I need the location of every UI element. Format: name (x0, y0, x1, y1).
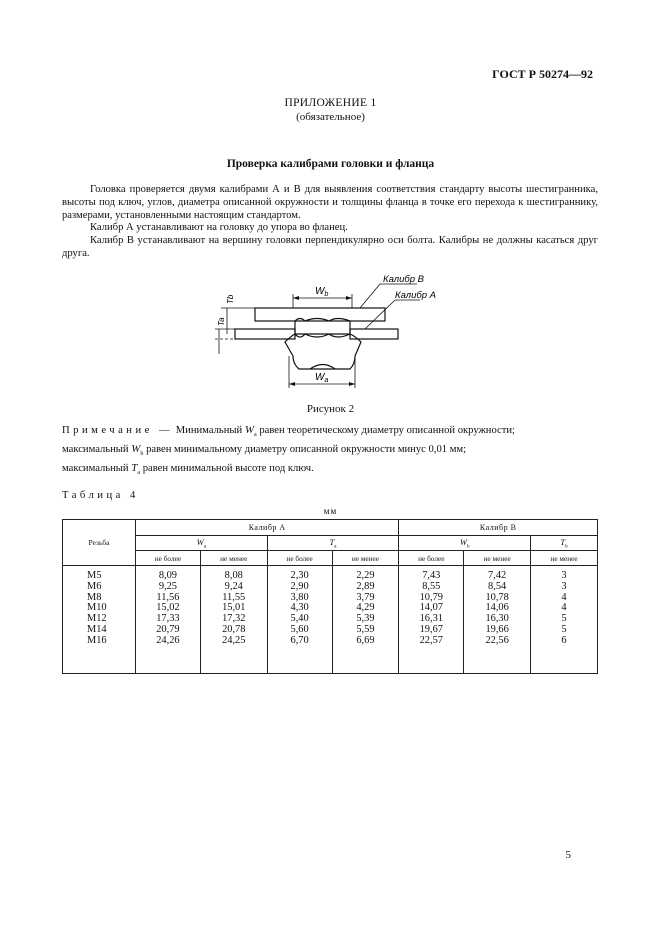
lim-wa-max: не более (136, 551, 201, 566)
cell-value: 9,24 (224, 580, 243, 592)
group-gauge-a-header: Калибр А (136, 520, 399, 536)
lim-wb-min: не менее (464, 551, 531, 566)
col-wa-header: $W_a$ (136, 536, 268, 551)
cell-value: 4,29 (356, 602, 375, 614)
cell-thread: М14 (87, 623, 107, 635)
col-wb-header: $W_b$ (399, 536, 531, 551)
cell-value: 20,79 (156, 623, 180, 635)
cell-value: 15,01 (222, 602, 246, 614)
lim-ta-min: не менее (332, 551, 399, 566)
cell-value: 7,43 (422, 570, 441, 581)
lim-wa-min: не менее (200, 551, 267, 566)
cell-value: 9,25 (158, 580, 177, 592)
page-number: 5 (565, 849, 571, 861)
cell-thread: М8 (87, 591, 102, 603)
cell-value: 3 (561, 580, 567, 592)
cell-value: 8,09 (158, 570, 177, 581)
table-body-row (63, 566, 598, 674)
note-block (62, 423, 602, 480)
label-gauge-b: Калибр В (383, 274, 425, 285)
cell-thread: М5 (87, 570, 102, 581)
cell-value: 19,67 (419, 623, 443, 635)
cell-value: 6,70 (290, 634, 309, 646)
cell-value: 4,30 (290, 602, 309, 614)
cell-value: 3,80 (290, 591, 309, 603)
table-title: Таблица 4 (62, 490, 139, 501)
cell-value: 2,30 (290, 570, 309, 581)
paragraph-2: Калибр А устанавливают на головку до упора во фланец. (90, 222, 348, 233)
col-thread (63, 566, 136, 674)
cell-value: 3,79 (356, 591, 375, 603)
label-tb: Tb (226, 294, 235, 304)
label-ta: Ta (217, 317, 226, 326)
col-thread-header: Резьба (63, 520, 136, 566)
note-prefix: Примечание — (62, 425, 174, 436)
cell-value: 17,32 (222, 613, 246, 625)
cell-value: 17,33 (156, 613, 180, 625)
paragraph-3: Калибр В устанавливают на вершину головки перпендикулярно оси болта. Калибры не должны касаться друг друга. (62, 235, 598, 259)
table-unit: мм (323, 506, 338, 516)
cell-value: 15,02 (156, 602, 180, 614)
cell-value: 3 (561, 570, 567, 581)
cell-value: 5 (561, 623, 567, 635)
gauge-a-left (235, 329, 295, 339)
gauge-table (62, 519, 598, 674)
cell-value: 11,56 (156, 591, 180, 603)
cell-value: 8,55 (422, 580, 441, 592)
col-ta-header: $T_a$ (267, 536, 399, 551)
gauge-a-right (350, 329, 398, 339)
cell-value: 11,55 (222, 591, 246, 603)
cell-value: 2,90 (290, 580, 309, 592)
paragraph-1: Головка проверяется двумя калибрами А и В для выявления соответствия стандарту высоты шестигранника, высоты под ключ, углов, диаметра описанной окружности и толщины фланца в точке его перехода к шестиграннику, размерами, установленными настоящим стандартом. (62, 184, 598, 221)
cell-value: 5,60 (290, 623, 309, 635)
cell-value: 5,39 (356, 613, 375, 625)
col-wb-max (399, 566, 464, 674)
cell-value: 14,06 (485, 602, 509, 614)
cell-thread: М10 (87, 602, 107, 614)
cell-value: 5,59 (356, 623, 375, 635)
cell-value: 4 (561, 602, 567, 614)
cell-value: 24,25 (222, 634, 246, 646)
col-tb-header: $T_b$ (531, 536, 598, 551)
cell-value: 6,69 (356, 634, 375, 646)
cell-value: 4 (561, 591, 567, 603)
cell-value: 7,42 (488, 570, 507, 581)
col-ta-max (267, 566, 332, 674)
cell-value: 5 (561, 613, 567, 625)
cell-value: 14,07 (419, 602, 443, 614)
cell-value: 2,89 (356, 580, 375, 592)
col-wb-min (464, 566, 531, 674)
figure-gauge-drawing (205, 274, 437, 394)
cell-value: 8,08 (224, 570, 243, 581)
note-line-2: максимальный $W_b$ равен минимальному диаметру описанной окружности минус 0,01 мм; (62, 443, 467, 458)
appendix-subtitle: (обязательное) (296, 111, 365, 123)
figure-caption: Рисунок 2 (306, 403, 355, 415)
col-ta-min (332, 566, 399, 674)
cell-value: 6 (561, 634, 567, 646)
label-gauge-a: Калибр А (395, 290, 437, 301)
lim-tb-min: не менее (531, 551, 598, 566)
cell-value: 10,78 (485, 591, 509, 603)
section-heading: Проверка калибрами головки и фланца (226, 158, 435, 170)
cell-value: 5,40 (290, 613, 309, 625)
label-wa: $W_a$ (315, 372, 329, 384)
cell-value: 16,30 (485, 613, 509, 625)
cell-value: 10,79 (419, 591, 443, 603)
note-line-3: максимальный $T_a$ равен минимальной высоте под ключ. (62, 462, 314, 477)
standard-number: ГОСТ Р 50274—92 (492, 67, 593, 81)
appendix-title: ПРИЛОЖЕНИЕ 1 (284, 97, 377, 109)
group-gauge-b-header: Калибр В (399, 520, 598, 536)
label-wb: $W_b$ (315, 286, 329, 298)
cell-thread: М6 (87, 580, 102, 592)
cell-value: 20,78 (222, 623, 246, 635)
cell-value: 22,56 (485, 634, 509, 646)
cell-value: 24,26 (156, 634, 180, 646)
col-wa-max (136, 566, 201, 674)
lim-wb-max: не более (399, 551, 464, 566)
cell-value: 19,66 (485, 623, 509, 635)
cell-value: 2,29 (356, 570, 375, 581)
note-line-1: Примечание — Минимальный $W_a$ равен теоретическому диаметру описанной окружности; (62, 424, 515, 439)
col-wa-min (200, 566, 267, 674)
col-tb-min (531, 566, 598, 674)
cell-value: 16,31 (419, 613, 443, 625)
cell-thread: М12 (87, 613, 107, 625)
cell-value: 22,57 (419, 634, 443, 646)
cell-value: 8,54 (488, 580, 507, 592)
lim-ta-max: не более (267, 551, 332, 566)
cell-thread: М16 (87, 634, 107, 646)
